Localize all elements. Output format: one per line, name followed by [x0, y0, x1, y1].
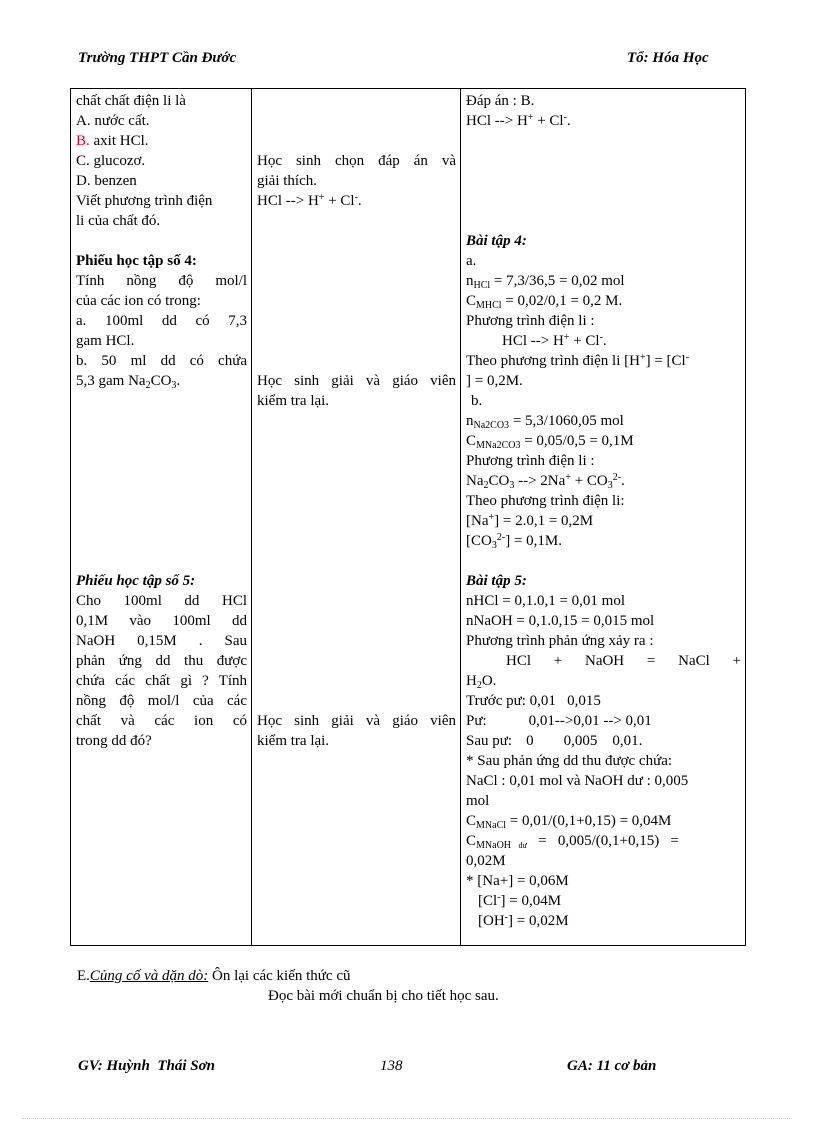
- footer-page-number: 138: [380, 1058, 403, 1074]
- b5-cl-c: ] = 0,04M: [500, 893, 562, 909]
- b4-n-b: HCl: [473, 280, 491, 291]
- b4-eq2-j: .: [621, 473, 625, 489]
- b4-n-c: = 7,3/36,5 = 0,02 mol: [490, 273, 625, 289]
- question-intro: chất chất điện li là: [76, 93, 186, 109]
- exercise-4-equation-2: [466, 471, 741, 491]
- exercise-5-equation: HCl + NaOH = NaCl +: [506, 653, 741, 669]
- b4-eq2-d: 3: [509, 480, 515, 491]
- b4-c-b: MHCl: [476, 300, 502, 311]
- teacher-activity-column: [252, 89, 461, 946]
- exercise-5-after: [466, 731, 741, 751]
- footer-plan: GA: 11 cơ bản: [567, 1058, 657, 1074]
- b4-na-b: +: [488, 512, 495, 523]
- b4-c2-b: MNa2CO3: [476, 440, 521, 451]
- b5-oh-b: -: [504, 912, 509, 923]
- b5-cnaoh-du: dư: [518, 841, 527, 850]
- activity-2-line-1: Học sinh giải và giáo viên: [257, 373, 456, 389]
- exercise-4-equation: [466, 331, 741, 351]
- exercise-4-part-a: a.: [466, 253, 477, 269]
- worksheet-4-line-2: của các ion có trong:: [76, 293, 201, 309]
- b4-co-b: 3: [491, 540, 497, 551]
- b4-na-c: ] = 2.0,1 = 0,2M: [494, 513, 594, 529]
- lesson-table: [70, 88, 746, 946]
- student-questions-column: [71, 89, 252, 946]
- activity-3-line-2: kiểm tra lại.: [257, 733, 330, 749]
- exercise-4-title: Bài tập 4:: [466, 233, 527, 249]
- worksheet-4-line-1: Tính nồng độ mol/l: [76, 273, 247, 289]
- w4-l6e: .: [176, 373, 181, 389]
- exercise-4-theo-2: ] = 0,2M.: [466, 373, 523, 389]
- b4-eq2-a: Na: [466, 473, 484, 489]
- exercise-5-oh-conc: [466, 911, 741, 931]
- exercise-4-part-b: b.: [471, 393, 483, 409]
- b4-c2-a: C: [466, 433, 477, 449]
- option-c: C. glucozơ.: [76, 153, 146, 169]
- worksheet-5-line-7: chất và các ion có: [76, 713, 247, 729]
- b5-cl-a: [Cl: [478, 893, 498, 909]
- activity-1-line-1: Học sinh chọn đáp án và: [257, 153, 456, 169]
- exercise-5-c-naoh: [466, 831, 741, 851]
- option-b-letter: B.: [76, 133, 90, 149]
- closing-line-2: Đọc bài mới chuẩn bị cho tiết học sau.: [268, 988, 499, 1004]
- worksheet-5-line-4: phản ứng dd thu được: [76, 653, 247, 669]
- b5-cnaoh-a: C: [466, 833, 477, 849]
- b5-cnaoh-c: = 0,005/(0,1+0,15) =: [538, 833, 679, 849]
- exercise-4-pt-2: Phương trình điện li :: [466, 453, 595, 469]
- ans-eq-c: + Cl: [533, 113, 564, 129]
- closing-text-1: Ôn lại các kiến thức cũ: [208, 968, 351, 984]
- header-school: Trường THPT Cần Đước: [78, 50, 237, 66]
- option-d: D. benzen: [76, 173, 137, 189]
- b4-theo-d: -: [685, 352, 690, 363]
- b4-n2-a: n: [466, 413, 474, 429]
- option-a: A. nước cất.: [76, 113, 150, 129]
- ans-eq-d: -: [563, 112, 567, 123]
- exercise-5-cl-conc: [466, 891, 741, 911]
- exercise-5-title: Bài tập 5:: [466, 573, 527, 589]
- activity-1-line-2: giải thích.: [257, 173, 317, 189]
- exercise-4-na-conc: [466, 511, 741, 531]
- activity-3-line-1: Học sinh giải và giáo viên: [257, 713, 456, 729]
- b5-cnacl-c: = 0,01/(0,1+0,15) = 0,04M: [506, 813, 672, 829]
- exercise-5-pt: Phương trình phản ứng xảy ra :: [466, 633, 654, 649]
- worksheet-4-line-4: gam HCl.: [76, 333, 135, 349]
- exercise-5-before: Trước pư: 0,01 0,015: [466, 693, 601, 709]
- ans-eq-a: HCl --> H: [466, 113, 528, 129]
- b4-co-a: [CO: [466, 533, 492, 549]
- worksheet-4-line-5: b. 50 ml dd có chứa: [76, 353, 247, 369]
- a1-eq-a: HCl --> H: [257, 193, 319, 209]
- b4-eq-b: +: [563, 332, 570, 343]
- b4-eq2-h: 3: [607, 480, 613, 491]
- a1-eq-b: +: [318, 192, 325, 203]
- b5-cnaoh-b: MNaOH: [476, 840, 512, 851]
- exercise-4-c-hcl: [466, 291, 741, 311]
- option-b-text: axit HCl.: [93, 133, 149, 149]
- worksheet-5-line-2: 0,1M vào 100ml dd: [76, 613, 247, 629]
- exercise-5-reacted: [466, 711, 741, 731]
- b4-theo-b: +: [639, 352, 646, 363]
- activity-1-equation: [257, 191, 456, 211]
- b5-h2o-c: O.: [481, 673, 497, 689]
- w4-l6d: 3: [171, 380, 177, 391]
- exercise-4-n-hcl: [466, 271, 741, 291]
- b4-eq-a: HCl --> H: [502, 333, 564, 349]
- closing-prefix: E.: [77, 968, 90, 984]
- exercise-5-n-naoh: nNaOH = 0,1.0,15 = 0,015 mol: [466, 613, 655, 629]
- w4-l6b: 2: [145, 380, 151, 391]
- w4-l6a: 5,3 gam Na: [76, 373, 146, 389]
- b4-eq2-i: 2-: [612, 472, 622, 483]
- b4-theo-c: ] = [Cl: [645, 353, 686, 369]
- answer-equation: [466, 111, 741, 131]
- exercise-5-c-naoh-2: 0,02M: [466, 853, 506, 869]
- exercise-5-mol: mol: [466, 793, 490, 809]
- b4-eq2-g: + CO: [570, 473, 608, 489]
- exercise-4-n-na2co3: [466, 411, 741, 431]
- exercise-4-co3-conc: [466, 531, 741, 551]
- ans-eq-b: +: [527, 112, 534, 123]
- b5-sau-label: Sau pư:: [466, 733, 513, 749]
- worksheet-5-title: Phiếu học tập số 5:: [76, 573, 196, 589]
- b4-c-a: C: [466, 293, 477, 309]
- b5-cl-b: -: [497, 892, 501, 903]
- exercise-5-note: * Sau phản ứng dd thu được chứa:: [466, 753, 673, 769]
- b5-pu-label: Pư:: [466, 713, 487, 729]
- a1-eq-d: -: [354, 192, 358, 203]
- b5-oh-a: [OH: [478, 913, 505, 929]
- b5-oh-c: ] = 0,02M: [508, 913, 569, 929]
- write-equation-line-2: li của chất đó.: [76, 213, 161, 229]
- b4-co-c: 2-: [496, 532, 506, 543]
- b4-co-d: ] = 0,1M.: [505, 533, 562, 549]
- b5-cnacl-b: MNaCl: [476, 820, 507, 831]
- header-department: Tổ: Hóa Học: [627, 50, 709, 66]
- b4-eq2-e: --> 2Na: [514, 473, 566, 489]
- b4-c-c: = 0,02/0,1 = 0,2 M.: [501, 293, 623, 309]
- b4-eq2-b: 2: [483, 480, 489, 491]
- answer-line: Đáp án : B.: [466, 93, 535, 109]
- a1-eq-c: + Cl: [324, 193, 355, 209]
- exercise-5-n-hcl: nHCl = 0,1.0,1 = 0,01 mol: [466, 593, 626, 609]
- b4-eq-d: -: [599, 332, 603, 343]
- worksheet-5-line-1: Cho 100ml dd HCl: [76, 593, 247, 609]
- worksheet-4-title: Phiếu học tập số 4:: [76, 253, 197, 269]
- worksheet-5-line-3: NaOH 0,15M . Sau: [76, 633, 247, 649]
- closing-line-1: [77, 966, 499, 986]
- exercise-4-theo-3: Theo phương trình điện li:: [466, 493, 625, 509]
- b4-n-a: n: [466, 273, 474, 289]
- footer-teacher: GV: Huỳnh Thái Sơn: [78, 1058, 215, 1074]
- b4-na-a: [Na: [466, 513, 489, 529]
- worksheet-5-line-5: chứa các chất gì ? Tính: [76, 673, 247, 689]
- exercise-5-na-conc: * [Na+] = 0,06M: [466, 873, 569, 889]
- answers-column: [461, 89, 746, 946]
- exercise-5-nacl: NaCl : 0,01 mol và NaOH dư : 0,005: [466, 773, 689, 789]
- worksheet-4-line-3: a. 100ml dd có 7,3: [76, 313, 247, 329]
- b5-h2o-b: 2: [476, 680, 482, 691]
- b4-eq-e: .: [602, 333, 607, 349]
- a1-eq-e: .: [357, 193, 362, 209]
- option-b: [76, 131, 247, 151]
- b4-eq-c: + Cl: [569, 333, 600, 349]
- exercise-5-h2o: [466, 671, 741, 691]
- worksheet-5-line-6: nồng độ mol/l của các: [76, 693, 247, 709]
- b5-sau-val: 0 0,005 0,01.: [526, 733, 643, 749]
- write-equation-line-1: Viết phương trình điện: [76, 193, 213, 209]
- b4-n2-b: Na2CO3: [473, 420, 510, 431]
- worksheet-4-line-6: [76, 371, 247, 391]
- w4-l6c: CO: [150, 373, 172, 389]
- b4-theo-a: Theo phương trình điện li [H: [466, 353, 640, 369]
- ans-eq-e: .: [566, 113, 571, 129]
- b5-h2o-a: H: [466, 673, 477, 689]
- exercise-4-pt: Phương trình điện li :: [466, 313, 595, 329]
- b5-pu-val: 0,01-->0,01 --> 0,01: [528, 713, 652, 729]
- b4-c2-c: = 0,05/0,5 = 0,1M: [520, 433, 634, 449]
- closing-section: [77, 966, 499, 1006]
- activity-2-line-2: kiểm tra lại.: [257, 393, 330, 409]
- b4-eq2-f: +: [565, 472, 571, 483]
- exercise-5-c-nacl: [466, 811, 741, 831]
- b4-eq2-c: CO: [488, 473, 510, 489]
- page-edge-divider: [22, 1118, 792, 1119]
- b5-cnacl-a: C: [466, 813, 477, 829]
- b4-n2-c: = 5,3/1060,05 mol: [509, 413, 624, 429]
- closing-title: Củng cố và dặn dò:: [89, 968, 209, 984]
- exercise-4-theo: [466, 351, 741, 371]
- exercise-4-c-na2co3: [466, 431, 741, 451]
- worksheet-5-line-8: trong dd đó?: [76, 733, 152, 749]
